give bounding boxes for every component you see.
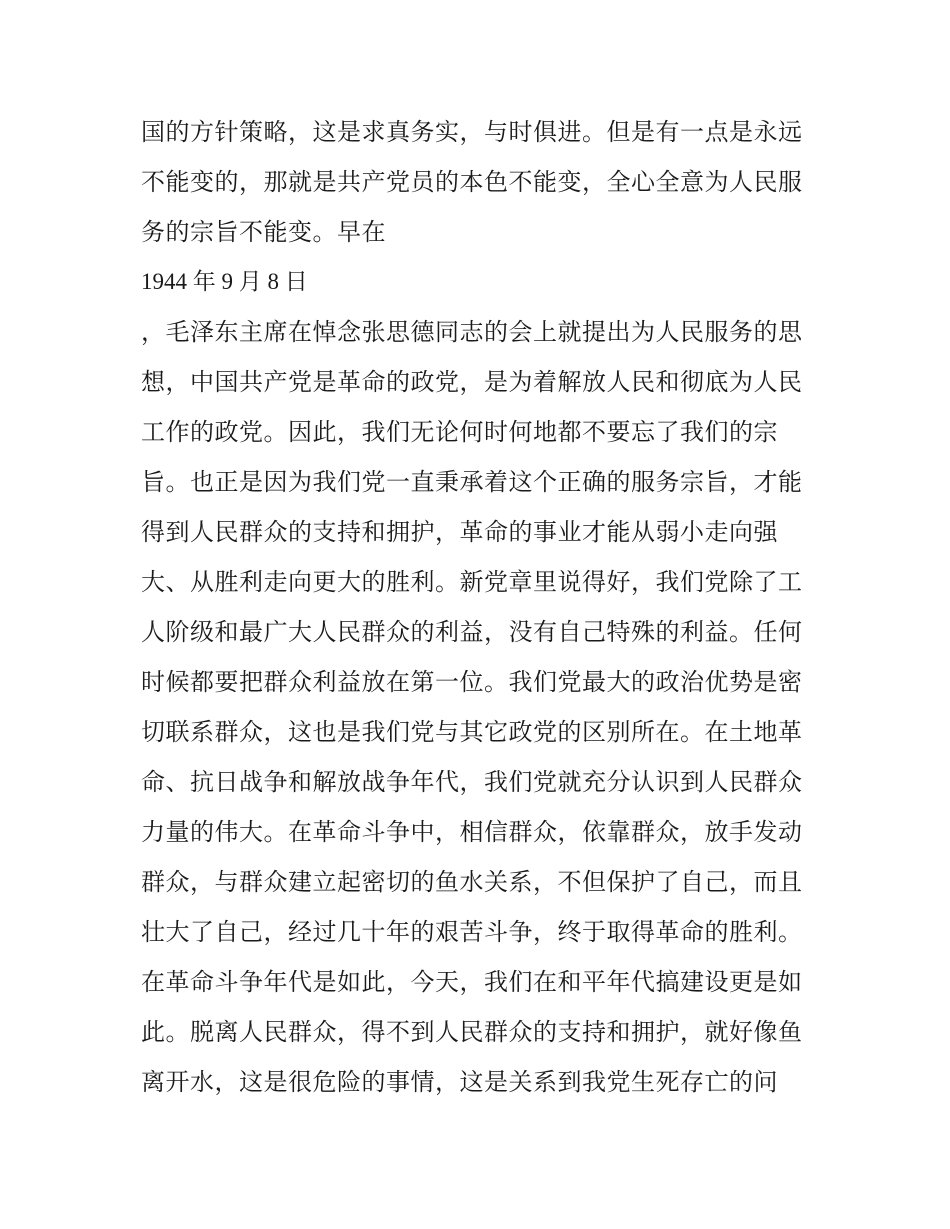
text-line: 不能变的，那就是共产党员的本色不能变，全心全意为人民服 <box>141 168 803 196</box>
text-line: 想，中国共产党是革命的政党，是为着解放人民和彻底为人民 <box>141 368 803 396</box>
text-line: 工作的政党。因此，我们无论何时何地都不要忘了我们的宗 <box>141 418 778 446</box>
date-line: 1944 年 9 月 8 日 <box>141 269 308 294</box>
text-line: 务的宗旨不能变。早在 <box>141 218 386 246</box>
body-text <box>141 107 821 1107</box>
text-line: 力量的伟大。在革命斗争中，相信群众，依靠群众，放手发动 <box>141 818 803 846</box>
text-line: 人阶级和最广大人民群众的利益，没有自己特殊的利益。任何 <box>141 618 803 646</box>
text-line: 切联系群众，这也是我们党与其它政党的区别所在。在土地革 <box>141 718 803 746</box>
text-line: 此。脱离人民群众，得不到人民群众的支持和拥护，就好像鱼 <box>141 1018 803 1046</box>
text-line: 壮大了自己，经过几十年的艰苦斗争，终于取得革命的胜利。 <box>141 918 803 946</box>
text-line: 得到人民群众的支持和拥护，革命的事业才能从弱小走向强 <box>141 518 778 546</box>
text-line: 旨。也正是因为我们党一直秉承着这个正确的服务宗旨，才能 <box>141 468 803 496</box>
text-line: 国的方针策略，这是求真务实，与时俱进。但是有一点是永远 <box>141 118 803 146</box>
text-line: 群众，与群众建立起密切的鱼水关系，不但保护了自己，而且 <box>141 868 803 896</box>
text-line: 离开水，这是很危险的事情，这是关系到我党生死存亡的问 <box>141 1068 778 1096</box>
text-line: 在革命斗争年代是如此，今天，我们在和平年代搞建设更是如 <box>141 968 803 996</box>
text-line: 时候都要把群众利益放在第一位。我们党最大的政治优势是密 <box>141 668 803 696</box>
text-line: 大、从胜利走向更大的胜利。新党章里说得好，我们党除了工 <box>141 568 803 596</box>
text-line: 命、抗日战争和解放战争年代，我们党就充分认识到人民群众 <box>141 768 803 796</box>
text-line: ，毛泽东主席在悼念张思德同志的会上就提出为人民服务的思 <box>141 318 803 346</box>
